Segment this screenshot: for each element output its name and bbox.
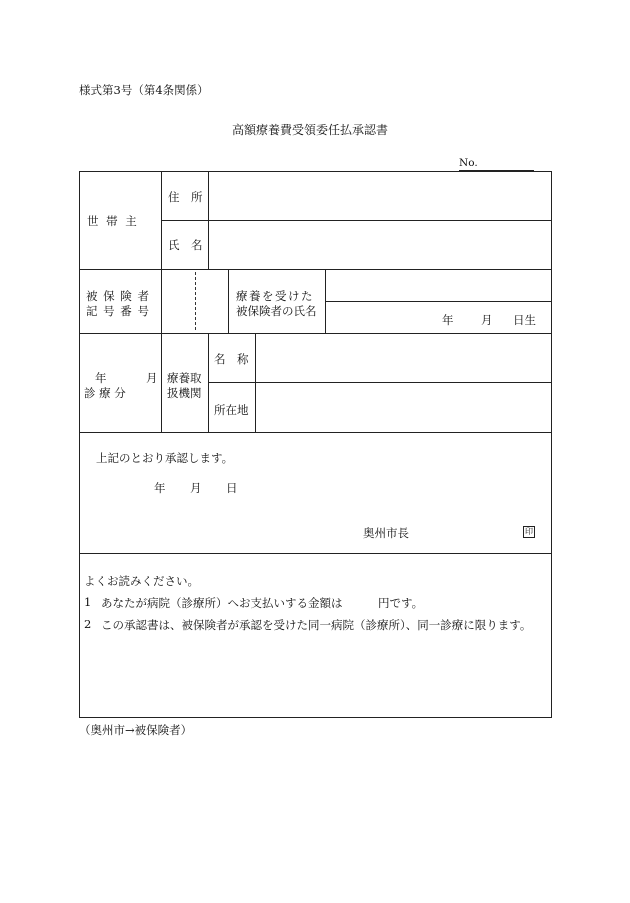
treatment-col-line [161, 333, 162, 432]
patient-name-field[interactable] [326, 270, 551, 300]
seal-mark: 印 [525, 527, 533, 536]
number-label: No. [459, 157, 478, 169]
birth-month: 月 [481, 313, 493, 327]
divider-treatment [79, 432, 552, 433]
institution-name-field[interactable] [256, 334, 551, 381]
address-field[interactable] [209, 172, 551, 219]
period-label [84, 385, 157, 401]
form-number: 様式第3号（第4条関係） [79, 83, 209, 97]
document-title: 高額療養費受領委任払承認書 [232, 123, 389, 137]
note-1-text: あなたが病院（診療所）へお支払いする金額は [101, 596, 343, 610]
household-head-label: 世 帯 主 [87, 214, 139, 228]
birth-day: 日生 [513, 313, 536, 327]
insured-symbol-field[interactable] [162, 270, 194, 332]
insured-number-dashed-divider [195, 272, 196, 330]
note-2-text: この承認書は、被保険者が承認を受けた同一病院（診療所）、同一診療に限ります。 [101, 618, 532, 632]
insured-number-field[interactable] [197, 270, 227, 332]
approval-month: 月 [190, 481, 202, 495]
approval-year: 年 [154, 481, 166, 495]
institution-location-field[interactable] [256, 383, 551, 431]
note-1-suffix: 円です。 [378, 596, 424, 610]
insured-number-label-2: 記 号 番 号 [86, 304, 150, 318]
name-field[interactable] [209, 221, 551, 268]
insured-number-label-1: 被 保 険 者 [86, 289, 150, 303]
note-2-number: 2 [84, 617, 92, 631]
approval-day: 日 [226, 481, 238, 495]
period-year: 年 [95, 371, 107, 385]
approval-statement: 上記のとおり承認します。 [96, 451, 234, 465]
insured-mid-line [228, 269, 229, 333]
patient-label-2: 被保険者の氏名 [236, 304, 317, 318]
address-label: 住 所 [168, 190, 203, 204]
birth-year: 年 [442, 313, 454, 327]
period-month: 月 [146, 371, 158, 385]
name-label: 氏 名 [168, 238, 203, 252]
approval-signer: 奥州市長 [363, 526, 409, 540]
period-label-text: 診 療 分 [84, 386, 126, 400]
note-1-number: 1 [84, 595, 92, 609]
institution-label-1: 療養取 [167, 371, 202, 385]
institution-name-label: 名 称 [214, 352, 249, 366]
divider-approval [79, 553, 552, 554]
institution-location-label: 所在地 [214, 403, 249, 417]
routing-note: （奥州市→被保険者） [79, 723, 193, 737]
notes-heading: よくお読みください。 [84, 574, 199, 588]
institution-label-2: 扱機関 [167, 386, 202, 400]
patient-label-1: 療養を受けた [236, 289, 314, 303]
